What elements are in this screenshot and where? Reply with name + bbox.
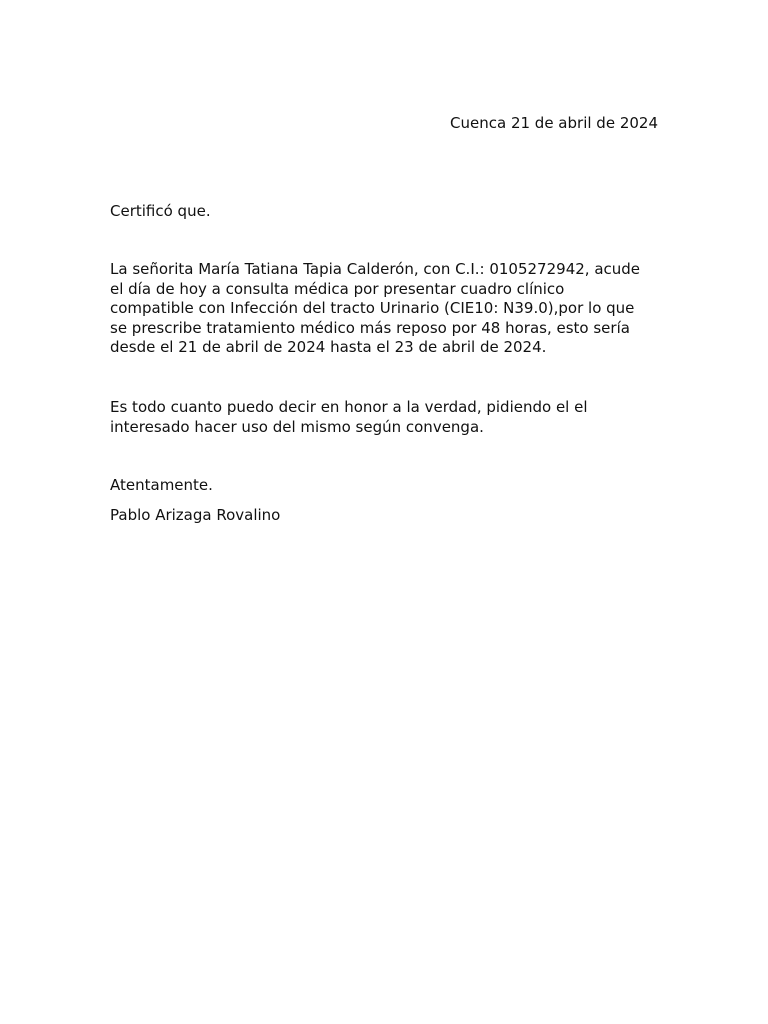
paragraph-line: compatible con Infección del tracto Urinario (CIE10: N39.0),por lo que — [110, 299, 635, 318]
paragraph-line: se prescribe tratamiento médico más reposo por 48 horas, esto sería — [110, 318, 630, 337]
paragraph-line: interesado hacer uso del mismo según convenga. — [110, 417, 484, 436]
certificate-body-paragraph — [110, 260, 662, 358]
declaration-paragraph — [110, 398, 662, 437]
paragraph-line: Es todo cuanto puedo decir en honor a la verdad, pidiendo el el — [110, 398, 588, 416]
closing-line: Atentamente. — [110, 476, 213, 494]
certification-heading: Certificó que. — [110, 202, 211, 220]
signer-name: Pablo Arizaga Rovalino — [110, 506, 281, 524]
paragraph-line: La señorita María Tatiana Tapia Calderón, con C.I.: 0105272942, acude — [110, 260, 641, 278]
paragraph-line: el día de hoy a consulta médica por presentar cuadro clínico — [110, 279, 565, 298]
date-line: Cuenca 21 de abril de 2024 — [450, 114, 658, 132]
paragraph-line: desde el 21 de abril de 2024 hasta el 23 de abril de 2024. — [110, 338, 547, 357]
